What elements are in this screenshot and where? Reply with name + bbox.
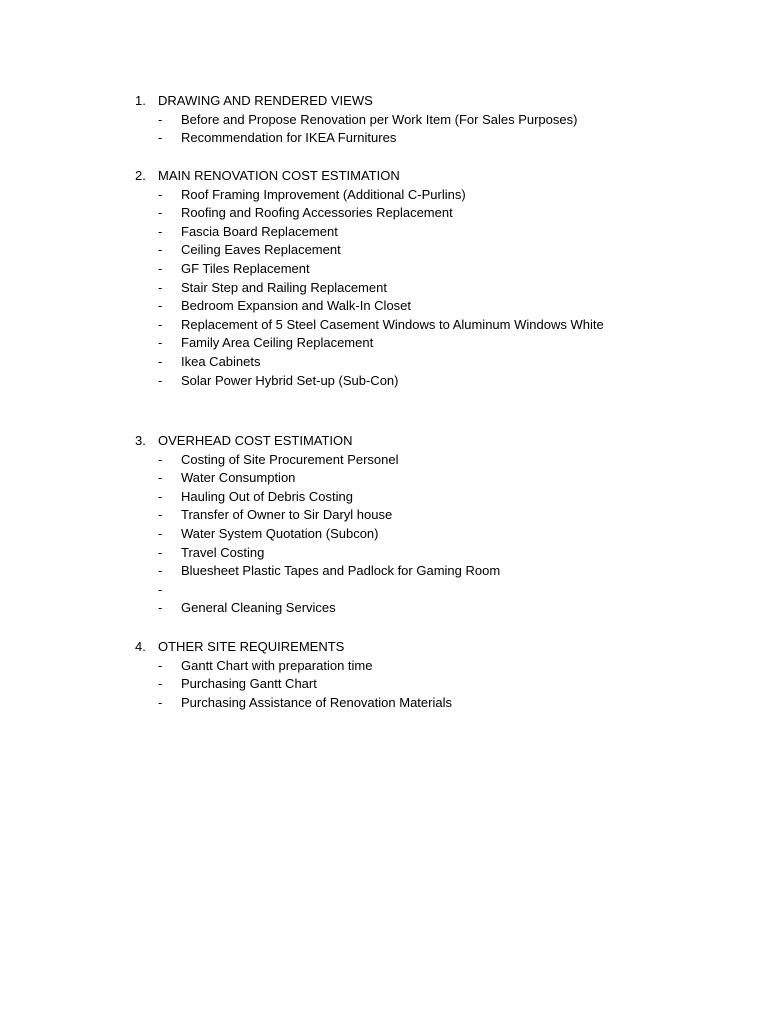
list-item <box>0 260 768 279</box>
list-item <box>0 525 768 544</box>
list-item <box>0 694 768 713</box>
list-item <box>0 111 768 130</box>
list-item <box>0 353 768 372</box>
bullet-dash: - <box>158 372 163 388</box>
list-item <box>0 488 768 507</box>
section-number: 3. <box>135 433 146 448</box>
list-item-text: Ikea Cabinets <box>181 353 261 369</box>
list-item-text: Bluesheet Plastic Tapes and Padlock for Gaming Room <box>181 563 501 579</box>
section-number: 1. <box>135 93 146 108</box>
section-drawing-and-rendered-views <box>0 92 768 148</box>
list-item <box>0 657 768 676</box>
list-item <box>0 506 768 525</box>
list-item-text: General Cleaning Services <box>181 600 336 616</box>
list-item <box>0 186 768 205</box>
list-item <box>0 297 768 316</box>
section-heading: OVERHEAD COST ESTIMATION <box>158 433 353 448</box>
list-item <box>0 129 768 148</box>
list-item <box>0 675 768 694</box>
section-number: 2. <box>135 168 146 183</box>
bullet-dash: - <box>158 488 163 504</box>
list-item-text: Purchasing Assistance of Renovation Materials <box>181 694 452 710</box>
bullet-dash: - <box>158 186 163 202</box>
list-item-text: Family Area Ceiling Replacement <box>181 335 374 351</box>
list-item-text: Replacement of 5 Steel Casement Windows to Aluminum Windows White <box>181 316 604 332</box>
list-item-text: Water Consumption <box>181 470 296 486</box>
list-item-text: Fascia Board Replacement <box>181 223 338 239</box>
bullet-dash: - <box>158 260 163 276</box>
list-item <box>0 599 768 618</box>
list-item-text: Before and Propose Renovation per Work Item (For Sales Purposes) <box>181 111 578 127</box>
list-item <box>0 469 768 488</box>
section-heading-row <box>0 92 768 111</box>
bullet-dash: - <box>158 676 163 692</box>
section-number: 4. <box>135 639 146 654</box>
list-item <box>0 223 768 242</box>
list-item <box>0 372 768 391</box>
list-item-text: Gantt Chart with preparation time <box>181 657 373 673</box>
list-item-empty <box>0 581 768 600</box>
list-item-text: Water System Quotation (Subcon) <box>181 525 379 541</box>
section-heading-row <box>0 167 768 186</box>
list-item-text: Purchasing Gantt Chart <box>181 676 317 692</box>
bullet-dash: - <box>158 581 163 597</box>
list-item <box>0 334 768 353</box>
bullet-dash: - <box>158 279 163 295</box>
bullet-dash: - <box>158 205 163 221</box>
bullet-dash: - <box>158 353 163 369</box>
bullet-dash: - <box>158 298 163 314</box>
section-heading: DRAWING AND RENDERED VIEWS <box>158 93 373 108</box>
list-item <box>0 316 768 335</box>
list-item-text: Bedroom Expansion and Walk-In Closet <box>181 298 412 314</box>
section-overhead-cost-estimation <box>0 432 768 618</box>
list-item <box>0 241 768 260</box>
list-item-text: Recommendation for IKEA Furnitures <box>181 130 397 146</box>
bullet-dash: - <box>158 130 163 146</box>
list-item-text: Stair Step and Railing Replacement <box>181 279 387 295</box>
list-item-text: Solar Power Hybrid Set-up (Sub-Con) <box>181 372 399 388</box>
list-item <box>0 562 768 581</box>
bullet-dash: - <box>158 223 163 239</box>
bullet-dash: - <box>158 600 163 616</box>
bullet-dash: - <box>158 525 163 541</box>
list-item <box>0 451 768 470</box>
section-heading-row <box>0 432 768 451</box>
section-main-renovation-cost-estimation <box>0 167 768 390</box>
list-item <box>0 279 768 298</box>
bullet-dash: - <box>158 470 163 486</box>
section-other-site-requirements <box>0 638 768 712</box>
list-item-text: Costing of Site Procurement Personel <box>181 451 399 467</box>
list-item-text: Roof Framing Improvement (Additional C-Purlins) <box>181 186 466 202</box>
bullet-dash: - <box>158 316 163 332</box>
bullet-dash: - <box>158 544 163 560</box>
section-heading: MAIN RENOVATION COST ESTIMATION <box>158 168 400 183</box>
bullet-dash: - <box>158 242 163 258</box>
section-heading-row <box>0 638 768 657</box>
bullet-dash: - <box>158 451 163 467</box>
bullet-dash: - <box>158 657 163 673</box>
bullet-dash: - <box>158 507 163 523</box>
bullet-dash: - <box>158 335 163 351</box>
list-item-text: GF Tiles Replacement <box>181 260 310 276</box>
list-item <box>0 544 768 563</box>
list-item-text: Travel Costing <box>181 544 265 560</box>
list-item-text: Transfer of Owner to Sir Daryl house <box>181 507 393 523</box>
list-item-text: Hauling Out of Debris Costing <box>181 488 353 504</box>
list-item <box>0 204 768 223</box>
list-item-text: Ceiling Eaves Replacement <box>181 242 341 258</box>
list-item-text: Roofing and Roofing Accessories Replacement <box>181 205 453 221</box>
section-heading: OTHER SITE REQUIREMENTS <box>158 639 345 654</box>
bullet-dash: - <box>158 111 163 127</box>
bullet-dash: - <box>158 694 163 710</box>
bullet-dash: - <box>158 563 163 579</box>
